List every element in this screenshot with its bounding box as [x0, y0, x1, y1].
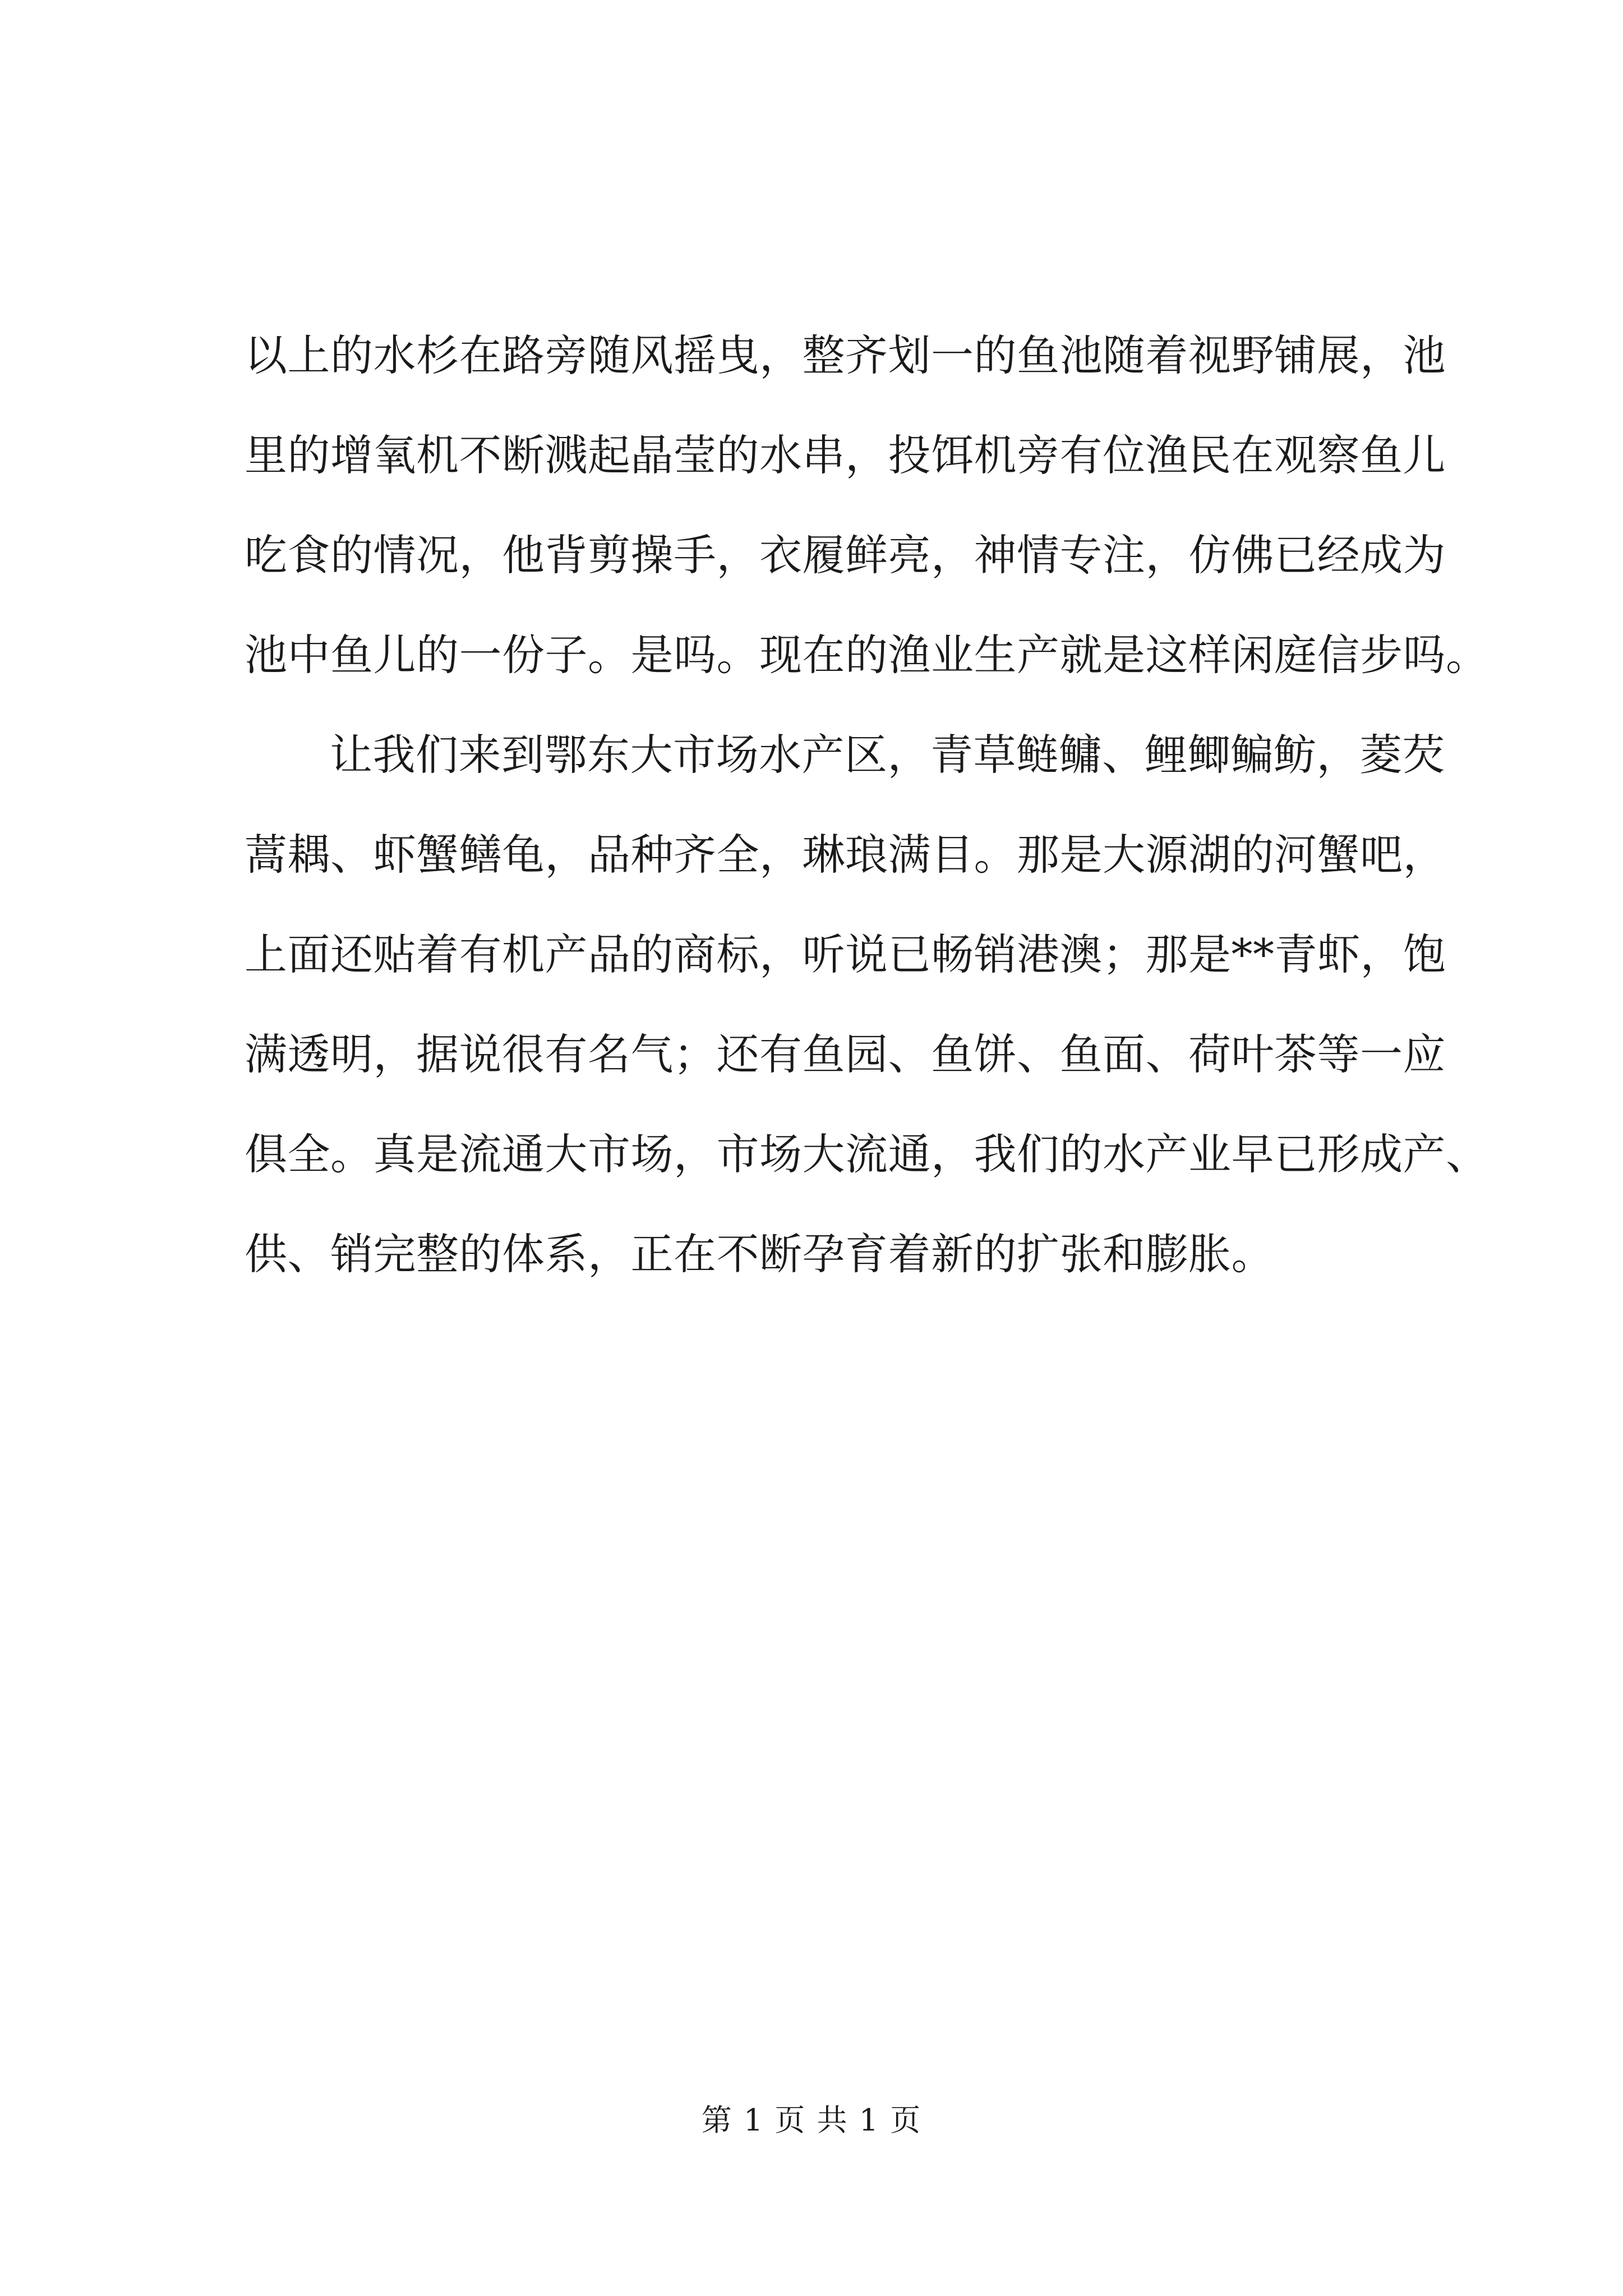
page-footer	[0, 2098, 1623, 2143]
page-number: 第 1 页 共 1 页	[701, 2102, 922, 2138]
paragraph-start-line: 让我们来到鄂东大市场水产区，青草鲢鳙、鲤鲫鳊鲂，菱芡	[330, 730, 1445, 780]
text-line: 蒿耦、虾蟹鳝龟，品种齐全，琳琅满目。那是大源湖的河蟹吧，	[245, 830, 1446, 880]
text-line: 里的增氧机不断溅起晶莹的水串，投饵机旁有位渔民在观察鱼儿	[245, 430, 1446, 480]
text-line: 上面还贴着有机产品的商标，听说已畅销港澳；那是**青虾，饱	[245, 930, 1446, 979]
text-line: 吃食的情况，他背剪操手，衣履鲜亮，神情专注，仿佛已经成为	[245, 530, 1446, 580]
document-body	[245, 306, 1489, 1304]
text-line: 俱全。真是流通大市场，市场大流通，我们的水产业早已形成产、	[245, 1129, 1489, 1179]
text-line: 池中鱼儿的一份子。是吗。现在的渔业生产就是这样闲庭信步吗。	[245, 630, 1489, 680]
text-line: 满透明，据说很有名气；还有鱼园、鱼饼、鱼面、荷叶茶等一应	[245, 1029, 1446, 1079]
text-line: 供、销完整的体系，正在不断孕育着新的扩张和膨胀。	[245, 1229, 1274, 1279]
text-line: 以上的水杉在路旁随风摇曳，整齐划一的鱼池随着视野铺展，池	[245, 330, 1446, 380]
